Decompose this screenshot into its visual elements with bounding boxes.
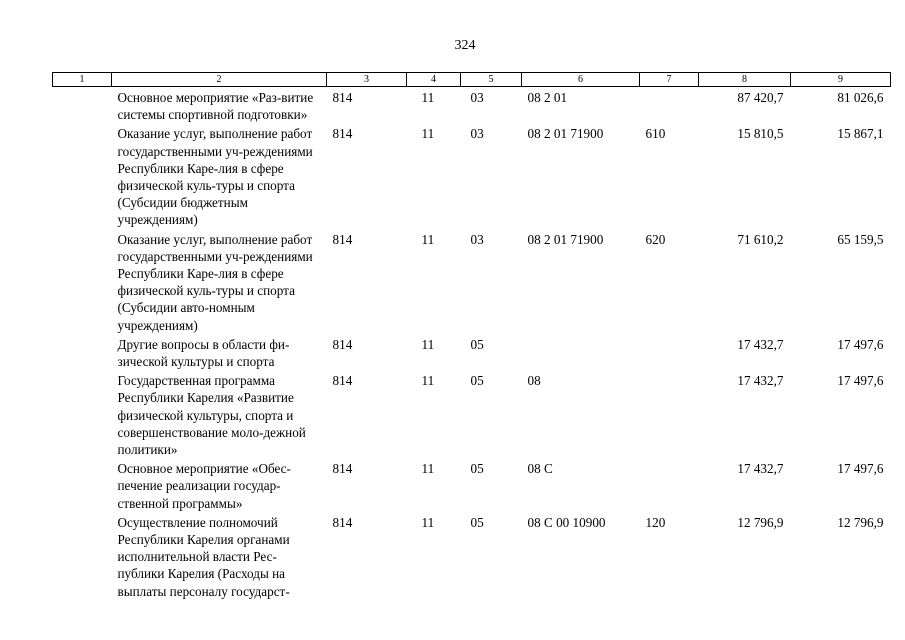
column-header-5: 5 — [461, 73, 522, 87]
expense-code — [640, 370, 699, 458]
sum-year-2: 17 497,6 — [837, 373, 884, 389]
row-name: Другие вопросы в области фи-зической культуры и спорта — [117, 336, 290, 370]
sum-year-2: 15 867,1 — [837, 126, 884, 142]
empty-cell — [53, 458, 112, 512]
admin-code: 814 — [332, 336, 353, 352]
column-number-row — [53, 73, 891, 87]
row-name: Оказание услуг, выполнение работ государственными уч-реждениями Республики Каре-лия в сфере физической куль-туры и спорта (Субсидии бюджетным учреждениям) — [117, 126, 313, 228]
column-header-1: 1 — [53, 73, 112, 87]
row-name: Осуществление полномочий Республики Карелия органами исполнительной власти Рес-публики Карелия (Расходы на выплаты персоналу государст- — [117, 514, 290, 599]
row-name: Государственная программа Республики Карелия «Развитие физической культуры, спорта и совершенствование моло-дежной политики» — [117, 373, 306, 458]
sum-year-1: 17 432,7 — [737, 461, 784, 477]
sum-year-2: 12 796,9 — [837, 514, 884, 530]
expense-code — [640, 334, 699, 370]
admin-code: 814 — [332, 373, 353, 389]
empty-cell — [53, 370, 112, 458]
target-code: 08 2 01 71900 — [527, 231, 604, 247]
subsection-code: 05 — [470, 336, 484, 352]
table-row — [53, 123, 891, 228]
subsection-code: 03 — [470, 231, 484, 247]
sum-year-2: 17 497,6 — [837, 461, 884, 477]
table-row — [53, 512, 891, 600]
admin-code: 814 — [332, 126, 353, 142]
empty-cell — [53, 229, 112, 334]
expense-code: 610 — [645, 126, 666, 142]
table-row — [53, 87, 891, 124]
column-header-7: 7 — [640, 73, 699, 87]
admin-code: 814 — [332, 90, 353, 105]
budget-table — [52, 72, 891, 600]
column-header-8: 8 — [699, 73, 791, 87]
empty-cell — [53, 334, 112, 370]
section-code: 11 — [421, 231, 435, 247]
sum-year-1: 15 810,5 — [737, 126, 784, 142]
table-row — [53, 229, 891, 334]
expense-code — [640, 458, 699, 512]
row-name: Оказание услуг, выполнение работ государственными уч-реждениями Республики Каре-лия в сфере физической куль-туры и спорта (Субсидии авто-номным учреждениям) — [117, 231, 313, 333]
subsection-code: 05 — [470, 373, 484, 389]
admin-code: 814 — [332, 461, 353, 477]
expense-code: 120 — [645, 514, 666, 530]
section-code: 11 — [421, 373, 435, 389]
target-code: 08 2 01 71900 — [527, 126, 604, 142]
subsection-code: 03 — [470, 126, 484, 142]
empty-cell — [53, 512, 112, 600]
table-row — [53, 370, 891, 458]
sum-year-1: 71 610,2 — [737, 231, 784, 247]
target-code: 08 2 01 — [527, 90, 568, 105]
column-header-2: 2 — [112, 73, 327, 87]
column-header-9: 9 — [791, 73, 891, 87]
sum-year-1: 12 796,9 — [737, 514, 784, 530]
subsection-code: 05 — [470, 514, 484, 530]
target-code: 08 С 00 10900 — [527, 514, 606, 530]
table-row — [53, 458, 891, 512]
sum-year-2: 81 026,6 — [837, 90, 884, 105]
target-code — [522, 334, 640, 370]
row-name: Основное мероприятие «Раз-витие системы спортивной подготовки» — [117, 90, 314, 123]
section-code: 11 — [421, 461, 435, 477]
empty-cell — [53, 123, 112, 228]
table-row — [53, 334, 891, 370]
sum-year-1: 17 432,7 — [737, 373, 784, 389]
sum-year-2: 17 497,6 — [837, 336, 884, 352]
admin-code: 814 — [332, 231, 353, 247]
sum-year-1: 87 420,7 — [737, 90, 784, 105]
expense-code: 620 — [645, 231, 666, 247]
expense-code — [640, 87, 699, 124]
column-header-6: 6 — [522, 73, 640, 87]
column-header-3: 3 — [327, 73, 407, 87]
target-code: 08 — [527, 373, 541, 389]
column-header-4: 4 — [407, 73, 461, 87]
empty-cell — [53, 87, 112, 124]
target-code: 08 С — [527, 461, 553, 477]
subsection-code: 03 — [470, 90, 484, 105]
page-number: 324 — [454, 38, 476, 53]
subsection-code: 05 — [470, 461, 484, 477]
section-code: 11 — [421, 514, 435, 530]
sum-year-1: 17 432,7 — [737, 336, 784, 352]
section-code: 11 — [421, 336, 435, 352]
row-name: Основное мероприятие «Обес-печение реализации государ-ственной программы» — [117, 461, 291, 511]
sum-year-2: 65 159,5 — [837, 231, 884, 247]
admin-code: 814 — [332, 514, 353, 530]
section-code: 11 — [421, 90, 435, 105]
section-code: 11 — [421, 126, 435, 142]
